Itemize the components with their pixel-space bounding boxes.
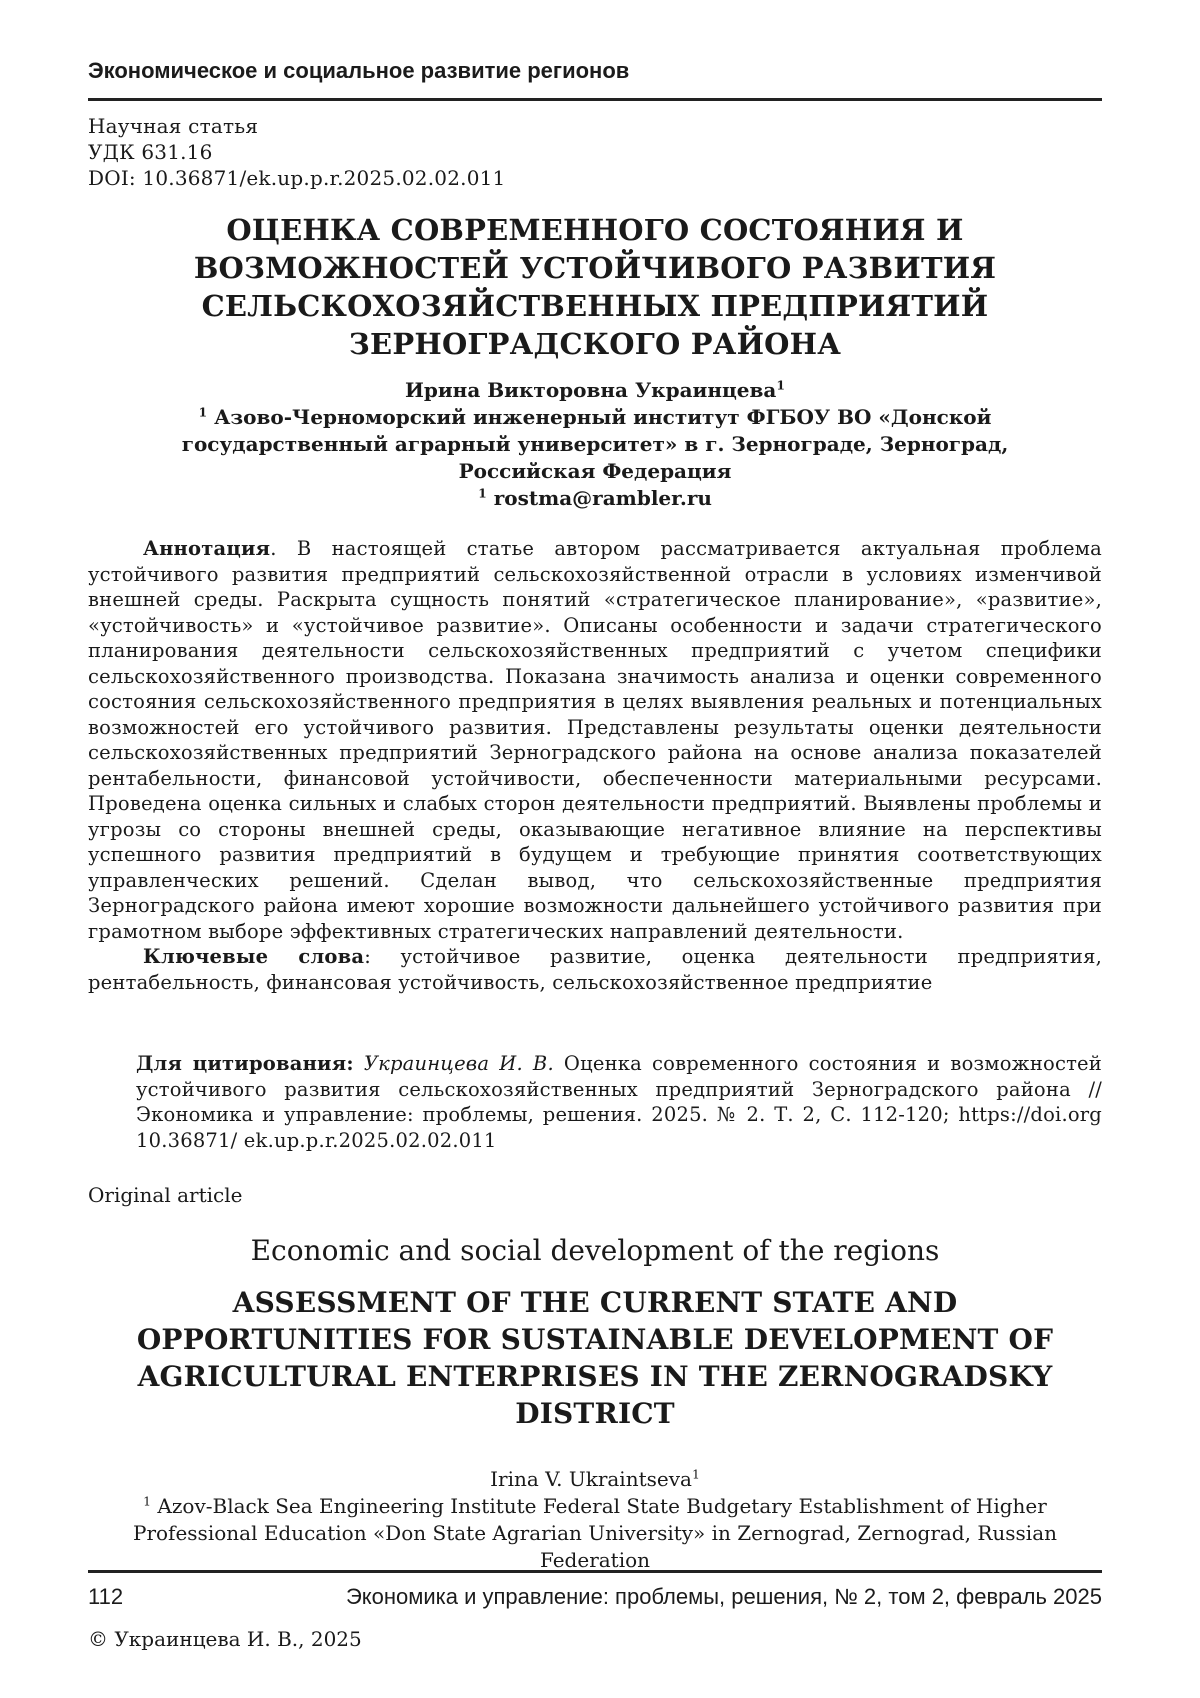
affiliation-ru-text: Азово-Черноморский инженерный институт ФГБОУ ВО «Донской государственный аграрный университет» в г. Зернограде, Зерноград, Российская Федерация [181, 405, 1009, 483]
affiliation-en-text: Azov-Black Sea Engineering Institute Federal State Budgetary Establishment of Higher Professional Education «Don State Agrarian University» in Zernograd, Zernograd, Russian Federation [133, 1494, 1057, 1572]
email-text: rostma@rambler.ru [493, 486, 712, 510]
page-number: 112 [88, 1584, 124, 1609]
footer-row [88, 1584, 1102, 1610]
running-head [88, 58, 1102, 84]
section-title-en: Economic and social development of the regions [250, 1234, 940, 1267]
page-footer [88, 1570, 1102, 1610]
author-footnote-mark-en: 1 [691, 1466, 700, 1482]
affiliation-footnote-mark: 1 [198, 404, 208, 420]
author-name-ru-text: Ирина Викторовна Украинцева [404, 378, 777, 402]
doi-line: DOI: 10.36871/ek.up.p.r.2025.02.02.011 [88, 166, 506, 190]
affiliation-footnote-mark-en: 1 [143, 1493, 152, 1509]
author-email [88, 485, 1102, 512]
abstract-paragraph [88, 536, 1102, 944]
author-block-en [88, 1466, 1102, 1574]
article-title-en: ASSESSMENT OF THE CURRENT STATE AND OPPORTUNITIES FOR SUSTAINABLE DEVELOPMENT OF AGRICULTURAL ENTERPRISES IN THE ZERNOGRADSKY DISTRICT [136, 1286, 1054, 1430]
article-title-ru: ОЦЕНКА СОВРЕМЕННОГО СОСТОЯНИЯ И ВОЗМОЖНОСТЕЙ УСТОЙЧИВОГО РАЗВИТИЯ СЕЛЬСКОХОЗЯЙСТВЕННЫХ ПРЕДПРИЯТИЙ ЗЕРНОГРАДСКОГО РАЙОНА [193, 213, 997, 361]
udc-code: УДК 631.16 [88, 140, 213, 164]
citation-author: Украинцева И. В. [363, 1052, 554, 1075]
citation-text: Оценка современного состояния и возможностей устойчивого развития сельскохозяйственных предприятий Зерноградского района // Экономика и управление: проблемы, решения. 2025. № 2. Т. 2, С. 112-120; https://doi.org 10.36871/ ek.up.p.r.2025.02.02.011 [136, 1052, 1102, 1152]
running-head-title: Экономическое и социальное развитие регионов [88, 58, 630, 83]
citation-block [136, 1051, 1102, 1153]
article-type-ru: Научная статья [88, 114, 259, 138]
affiliation-ru [175, 404, 1015, 485]
author-name-ru [88, 377, 1102, 404]
keywords-paragraph [88, 944, 1102, 995]
author-name-en-text: Irina V. Ukraintseva [490, 1467, 692, 1491]
author-footnote-mark: 1 [776, 377, 786, 393]
citation-label: Для цитирования: [136, 1052, 354, 1075]
footer-rule [88, 1570, 1102, 1573]
keywords-text: : устойчивое развитие, оценка деятельности предприятия, рентабельность, финансовая устойчивость, сельскохозяйственное предприятие [88, 945, 1102, 994]
author-name-en [88, 1466, 1102, 1493]
abstract-section [88, 536, 1102, 995]
abstract-label: Аннотация [143, 537, 271, 560]
header-rule [88, 98, 1102, 101]
email-footnote-mark: 1 [478, 485, 487, 501]
abstract-text: . В настоящей статье автором рассматривается актуальная проблема устойчивого развития предприятий сельскохозяйственной отрасли в условиях изменчивой внешней среды. Раскрыта сущность понятий «стратегическое планирование», «развитие», «устойчивость» и «устойчивое развитие». Описаны особенности и задачи стратегического планирования деятельности сельскохозяйственных предприятий с учетом специфики сельскохозяйственного производства. Показана значимость анализа и оценки современного состояния сельскохозяйственного предприятия в целях выявления реальных и потенциальных возможностей его устойчивого развития. Представлены результаты оценки деятельности сельскохозяйственных предприятий Зерноградского района на основе анализа показателей рентабельности, финансовой устойчивости, обеспеченности материальными ресурсами. Проведена оценка сильных и слабых сторон деятельности предприятий. Выявлены проблемы и угрозы со стороны внешней среды, оказывающие негативное влияние на перспективы успешного развития предприятий в будущем и требующие принятия соответствующих управленческих решений. Сделан вывод, что сельскохозяйственные предприятия Зерноградского района имеют хорошие возможности дальнейшего устойчивого развития при грамотном выборе эффективных стратегических направлений деятельности. [88, 537, 1102, 943]
author-block-ru [88, 377, 1102, 512]
affiliation-en [115, 1493, 1075, 1574]
copyright-line: © Украинцева И. В., 2025 [88, 1627, 362, 1651]
keywords-label: Ключевые слова [143, 945, 365, 968]
journal-info: Экономика и управление: проблемы, решения, № 2, том 2, февраль 2025 [345, 1584, 1102, 1609]
article-type-en: Original article [88, 1183, 243, 1207]
article-meta [88, 113, 1102, 191]
